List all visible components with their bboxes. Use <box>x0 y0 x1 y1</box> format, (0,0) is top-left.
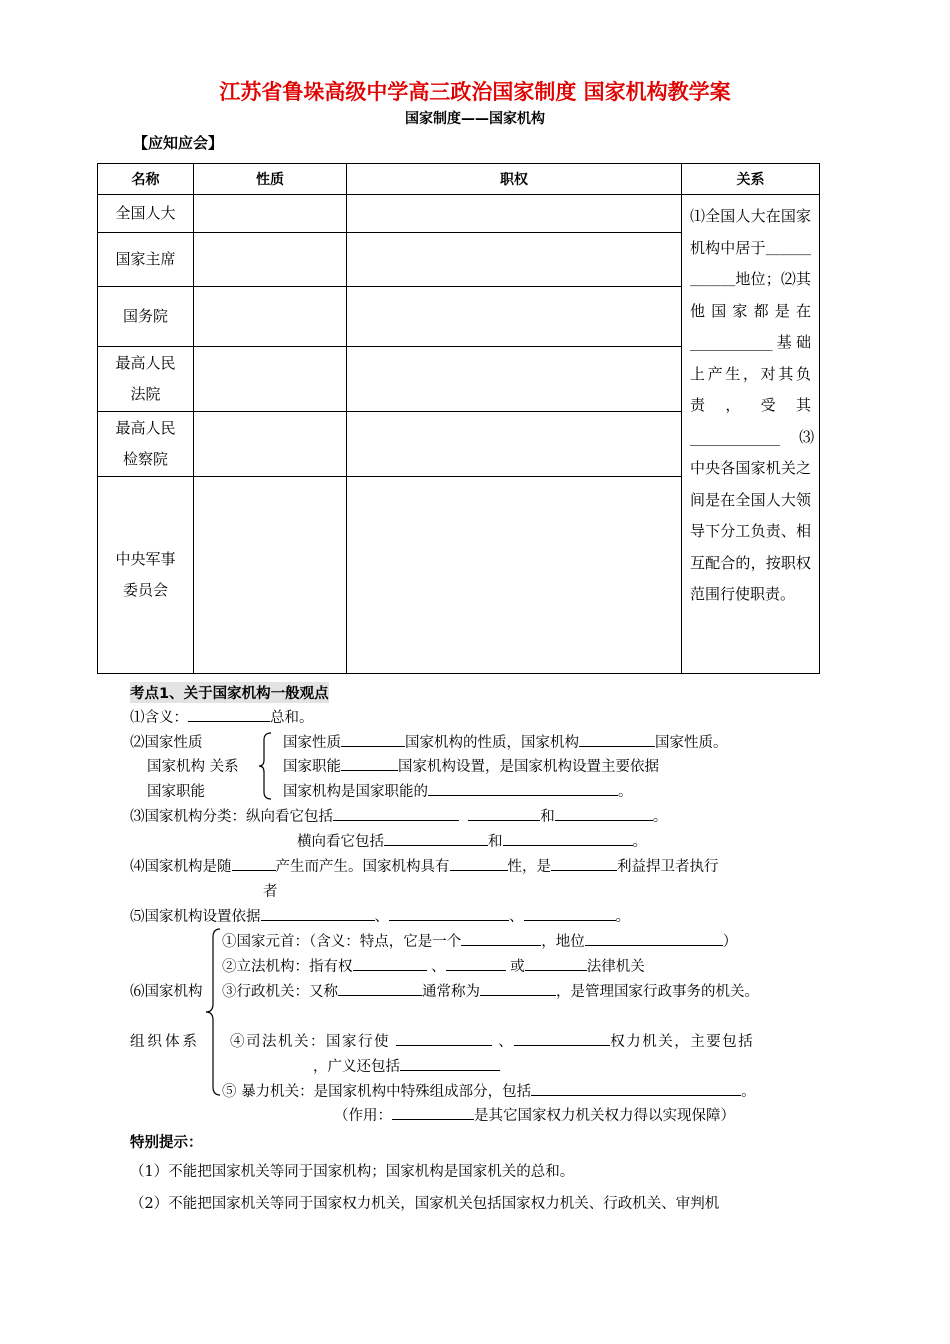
blank <box>338 981 422 996</box>
row-name <box>98 347 194 412</box>
relation-p1: ⑴全国人大在国家机构中居于 <box>690 207 811 257</box>
kp-line-3b <box>297 830 647 851</box>
row-name-line: 检察院 <box>122 450 168 468</box>
nature-cell <box>194 477 347 674</box>
blank <box>400 1056 500 1071</box>
kp-text: 。 <box>618 784 633 800</box>
kp-left-text: ⑵国家性质 <box>130 735 203 751</box>
kp-text: 国家性质。 <box>655 735 728 751</box>
blank <box>333 806 459 821</box>
kp-text: ⑴含义： <box>130 710 188 726</box>
kp-left-text: 国家职能 <box>147 784 205 800</box>
kp-text: 产生而产生。国家机构具有 <box>275 859 450 875</box>
kp-text: 、 <box>509 909 524 925</box>
table-row <box>98 195 820 233</box>
kp-text: 和 <box>540 809 555 825</box>
blank <box>396 1031 492 1046</box>
header-powers: 职权 <box>347 164 682 195</box>
blank <box>384 831 488 846</box>
tips-header: 特别提示： <box>130 1135 203 1151</box>
header-name: 名称 <box>98 164 194 195</box>
powers-cell <box>347 233 682 287</box>
kp-text: ⑤ 暴力机关：是国家机构中特殊组成部分，包括 <box>222 1084 532 1100</box>
nature-cell <box>194 347 347 412</box>
row-name <box>98 412 194 477</box>
kp-line-6-3 <box>222 980 759 1001</box>
kp-text: 国家机构设置，是国家机构设置主要依据 <box>398 759 659 775</box>
relation-cell <box>682 195 820 674</box>
kp-text: 利益捍卫者执行 <box>617 859 719 875</box>
nature-cell <box>194 287 347 347</box>
nature-cell <box>194 195 347 233</box>
kp-line-6-1 <box>222 930 737 951</box>
kp-text: ，地位 <box>541 934 585 950</box>
kp-line-6-4 <box>230 1030 754 1051</box>
blank <box>261 906 375 921</box>
kp-text: ⑶国家机构分类：纵向看它包括 <box>130 809 333 825</box>
relation-p3: ⑶中央各国家机关之间是在全国人大领导下分工负责、相互配合的，按职权范围行使职责。 <box>690 427 815 603</box>
powers-cell <box>347 195 682 233</box>
relation-p2-blank: ___________ <box>690 333 773 351</box>
blank <box>514 1031 610 1046</box>
kp-text: ⑷国家机构是随 <box>130 859 232 875</box>
blank <box>353 956 427 971</box>
kp-line-3a <box>130 805 667 826</box>
kp-text: 、 <box>498 1034 515 1050</box>
kp-text: ③行政机关：又称 <box>222 984 338 1000</box>
blank <box>232 856 276 871</box>
header-nature: 性质 <box>194 164 347 195</box>
kp-line-6-2 <box>222 955 645 976</box>
kp-line-4b: 者 <box>263 884 278 900</box>
relation-p1-blank: ＿＿＿＿＿＿ <box>690 238 811 288</box>
kp-text: 和 <box>488 834 503 850</box>
header-relation: 关系 <box>682 164 820 195</box>
kp-left-text: ⑹国家机构 <box>130 984 203 1000</box>
row-name <box>98 287 194 347</box>
blank <box>461 931 541 946</box>
brace-icon <box>258 732 272 800</box>
row-name-line: 国家主席 <box>115 250 176 268</box>
powers-cell <box>347 477 682 674</box>
kp-text: 。 <box>741 1084 756 1100</box>
kp-text: 总和。 <box>270 710 314 726</box>
blank <box>392 1105 474 1120</box>
kp-text: ，广义还包括 <box>313 1059 400 1075</box>
kp-text: 、 <box>374 909 389 925</box>
kp-text: 性，是 <box>507 859 551 875</box>
kp-text: ②立法机构：指有权 <box>222 959 353 975</box>
kp-text: 国家机构的性质，国家机构 <box>405 735 579 751</box>
kp-text: 国家职能 <box>283 759 341 775</box>
relation-p2-blank2: ____________ <box>690 427 780 446</box>
blank <box>341 756 398 771</box>
blank <box>480 981 556 996</box>
kp-text: 横向看它包括 <box>297 834 384 850</box>
row-name-line: 委员会 <box>122 581 168 599</box>
blank <box>341 732 405 747</box>
kp-text: 通常称为 <box>422 984 480 1000</box>
relation-p2: ⑵其他国家都是在 <box>690 270 811 320</box>
row-name-line: 最高人民 <box>115 354 176 372</box>
kp-text: ④司法机关：国家行使 <box>230 1034 390 1050</box>
kp-text: 。 <box>632 834 647 850</box>
kp-text: ⑸国家机构设置依据 <box>130 909 261 925</box>
kp-text: ，是管理国家行政事务的机关。 <box>556 984 759 1000</box>
nature-cell <box>194 233 347 287</box>
row-name-line: 国务院 <box>122 307 168 325</box>
page-title: 江苏省鲁垛高级中学高三政治国家制度 国家机构教学案 <box>219 80 731 104</box>
row-name <box>98 477 194 674</box>
kp-line-1 <box>130 706 314 727</box>
kp1-header: 考点1、关于国家机构一般观点 <box>130 682 329 703</box>
blank <box>579 732 655 747</box>
powers-cell <box>347 412 682 477</box>
kp-line-2c <box>283 780 633 801</box>
row-name-line: 全国人大 <box>115 204 176 222</box>
blank <box>450 856 508 871</box>
nature-cell <box>194 412 347 477</box>
blank <box>389 906 509 921</box>
kp-text: （作用： <box>334 1108 392 1124</box>
kp-text: 国家性质 <box>283 735 341 751</box>
kp-line-2b <box>283 755 659 776</box>
kp-line-4 <box>130 855 719 876</box>
row-name <box>98 195 194 233</box>
page-subtitle: 国家制度——国家机构 <box>405 111 545 127</box>
row-name <box>98 233 194 287</box>
section-heading: 【应知应会】 <box>133 134 224 152</box>
row-name-line: 法院 <box>130 385 161 403</box>
kp-line-6-5 <box>222 1080 756 1101</box>
kp-left-text: 国家机构 关系 <box>147 759 239 775</box>
blank <box>551 856 617 871</box>
blank <box>446 956 506 971</box>
relation-p2-mid: 基础上产生，对其负责，受其 <box>690 333 811 414</box>
row-name-line: 最高人民 <box>115 419 176 437</box>
blank <box>525 956 587 971</box>
kp-text: 国家机构是国家职能的 <box>283 784 428 800</box>
blank <box>555 806 653 821</box>
kp-text: 是其它国家权力机关权力得以实现保障） <box>474 1108 735 1124</box>
kp-line-2a <box>283 731 728 752</box>
blank <box>585 931 723 946</box>
relation-p1-end: 地位； <box>735 270 781 288</box>
kp-text: 法律机关 <box>586 959 645 975</box>
kp-line-5 <box>130 905 630 926</box>
blank <box>524 906 616 921</box>
blank <box>428 781 618 796</box>
kp-line-6-4b <box>313 1055 500 1076</box>
table-header-row <box>98 164 820 195</box>
tip-2: （2）不能把国家机关等同于国家权力机关，国家机关包括国家权力机关、行政机关、审判机 <box>130 1196 720 1212</box>
kp-text: 权力机关，主要包括 <box>610 1034 755 1050</box>
powers-cell <box>347 347 682 412</box>
kp-text: 、 <box>431 959 446 975</box>
brace-icon <box>205 928 221 1096</box>
blank <box>188 707 270 722</box>
blank <box>531 1081 741 1096</box>
kp-text: ①国家元首：（含义：特点，它是一个 <box>222 934 462 950</box>
kp-text: 。 <box>652 809 668 825</box>
kp-left-text: 组织体系 <box>130 1034 200 1050</box>
kp-line-6-5b <box>334 1104 735 1125</box>
row-name-line: 中央军事 <box>115 550 176 568</box>
blank <box>503 831 633 846</box>
kp-text: 或 <box>510 959 525 975</box>
tip-1: （1）不能把国家机关等同于国家机构；国家机构是国家机关的总和。 <box>130 1164 575 1180</box>
powers-cell <box>347 287 682 347</box>
institution-table <box>97 163 820 674</box>
kp-text: 。 <box>615 909 630 925</box>
blank <box>468 806 540 821</box>
kp-text: ） <box>722 934 738 950</box>
